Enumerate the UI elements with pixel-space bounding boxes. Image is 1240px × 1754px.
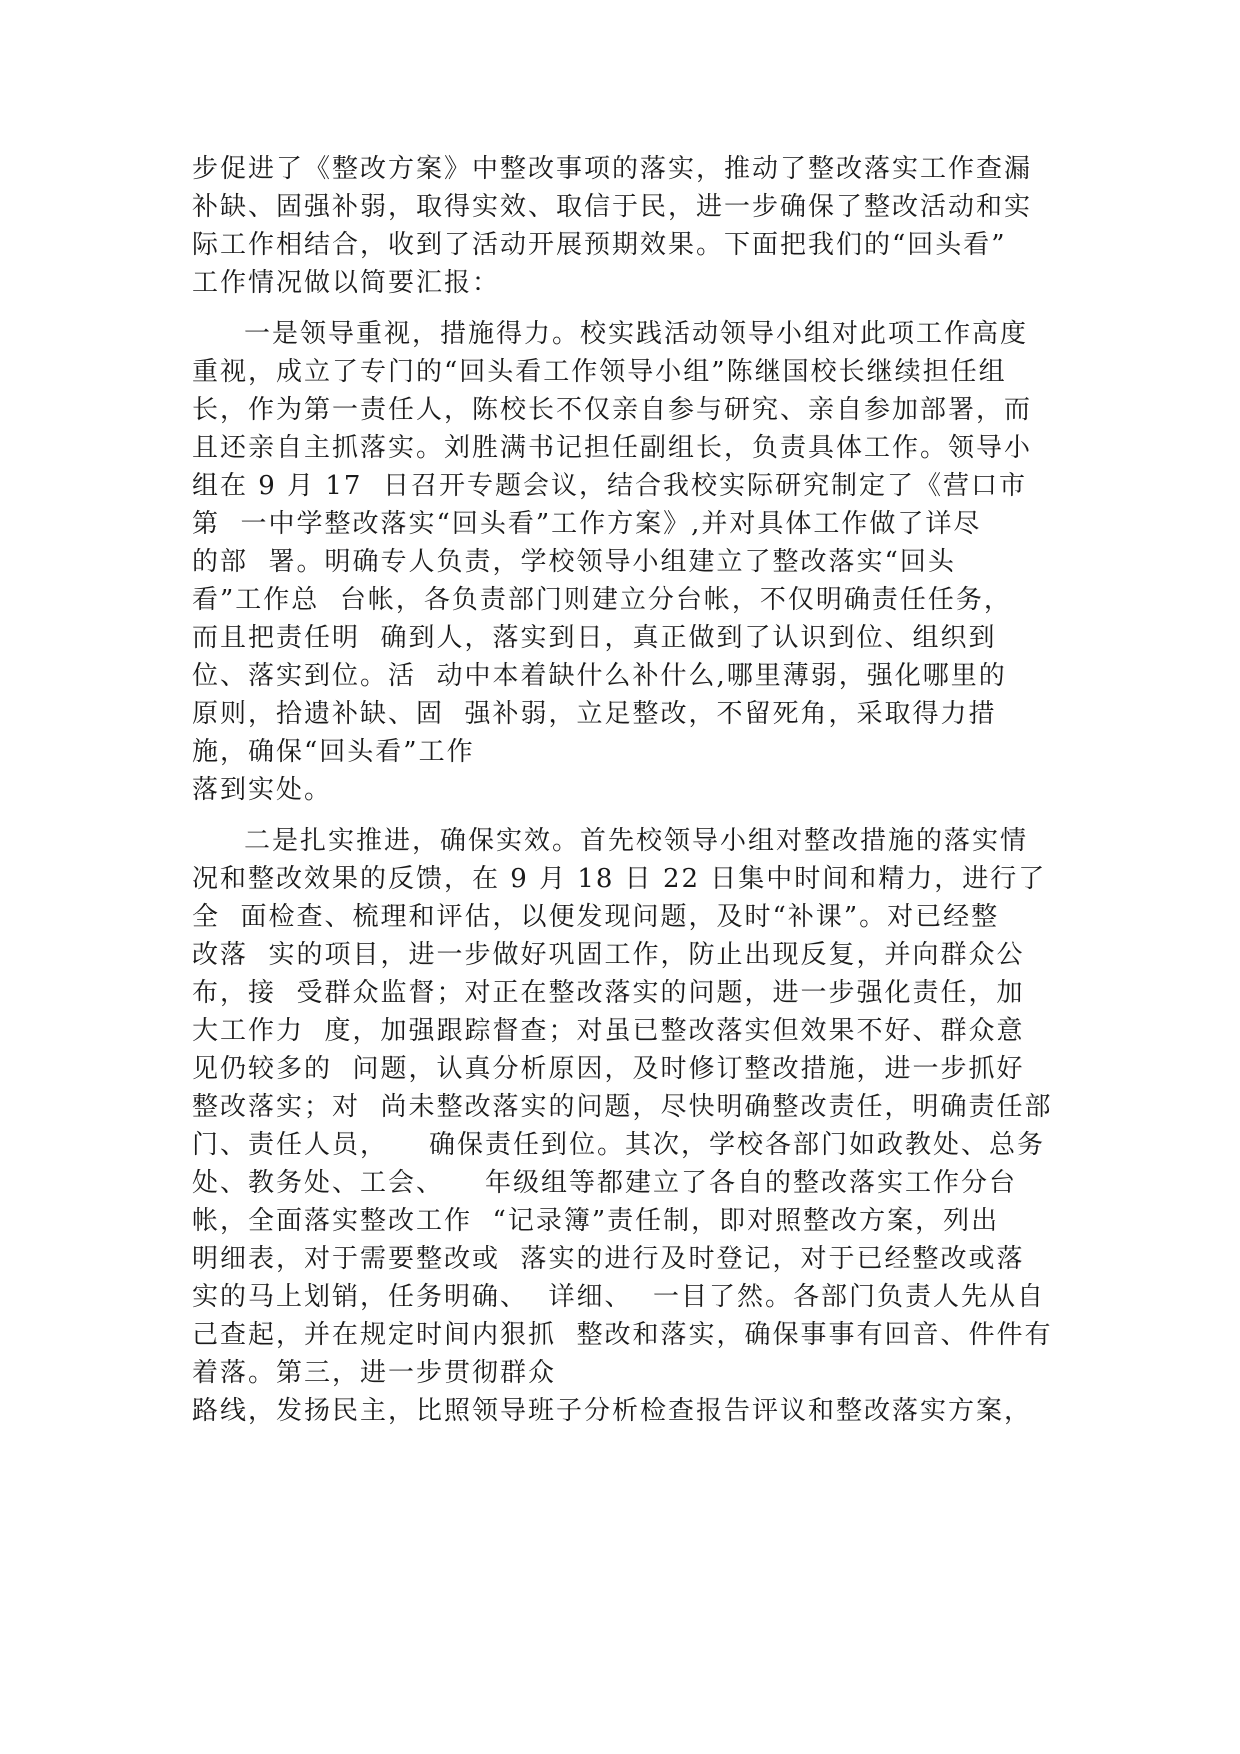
text-line: 际工作相结合，收到了活动开展预期效果。下面把我们的“回头看” [192, 230, 1007, 260]
text-line: 长，作为第一责任人，陈校长不仅亲自参与研究、亲自参加部署，而 [192, 395, 1033, 425]
text-line: 的部 署。明确专人负责，学校领导小组建立了整改落实“回头 [192, 547, 956, 577]
text-line: 重视，成立了专门的“回头看工作领导小组”陈继国校长继续担任组 [192, 357, 1007, 387]
text-line: 第 一中学整改落实“回头看”工作方案》,并对具体工作做了详尽 [192, 509, 982, 539]
text-line: 实的马上划销，任务明确、 详细、 一目了然。各部门负责人先从自 [192, 1282, 1046, 1312]
text-line: 明细表，对于需要整改或 落实的进行及时登记，对于已经整改或落 [192, 1244, 1025, 1274]
text-line: 落到实处。 [192, 775, 333, 805]
text-line: 补缺、固强补弱，取得实效、取信于民，进一步确保了整改活动和实 [192, 192, 1033, 222]
text-line: 大工作力 度，加强跟踪督查；对虽已整改落实但效果不好、群众意 [192, 1016, 1025, 1046]
body-text [192, 150, 1072, 1430]
text-line: 己查起，并在规定时间内狠抓 整改和落实，确保事事有回音、件件有 [192, 1320, 1053, 1350]
paragraph-first-line: 二是扎实推进，确保实效。首先校领导小组对整改措施的落实情 [244, 826, 1029, 856]
paragraph-first-line: 一是领导重视，措施得力。校实践活动领导小组对此项工作高度 [244, 319, 1029, 349]
text-line: 路线，发扬民主，比照领导班子分析检查报告评议和整改落实方案， [192, 1396, 1033, 1426]
text-line: 步促进了《整改方案》中整改事项的落实，推动了整改落实工作查漏 [192, 154, 1033, 184]
text-line: 全 面检查、梳理和评估，以便发现问题，及时“补课”。对已经整 [192, 902, 1000, 932]
text-line: 而且把责任明 确到人，落实到日，真正做到了认识到位、组织到 [192, 623, 997, 653]
text-line: 见仍较多的 问题，认真分析原因，及时修订整改措施，进一步抓好 [192, 1054, 1025, 1084]
text-line: 改落 实的项目，进一步做好巩固工作，防止出现反复，并向群众公 [192, 940, 1025, 970]
text-line: 且还亲自主抓落实。刘胜满书记担任副组长，负责具体工作。领导小 [192, 433, 1033, 463]
text-line: 处、教务处、工会、 年级组等都建立了各自的整改落实工作分台 [192, 1168, 1018, 1198]
text-line: 况和整改效果的反馈，在 9 月 18 日 22 日集中时间和精力，进行了 [192, 864, 1047, 894]
text-line: 原则，拾遗补缺、固 强补弱，立足整改，不留死角，采取得力措 [192, 699, 997, 729]
text-line: 工作情况做以简要汇报： [192, 268, 501, 298]
text-line: 着落。第三，进一步贯彻群众 [192, 1358, 557, 1388]
text-line: 看”工作总 台帐，各负责部门则建立分台帐，不仅明确责任任务， [192, 585, 1012, 615]
text-line: 整改落实；对 尚未整改落实的问题，尽快明确整改责任，明确责任部 [192, 1092, 1053, 1122]
text-line: 位、落实到位。活 动中本着缺什么补什么,哪里薄弱，强化哪里的 [192, 661, 1007, 691]
text-line: 门、责任人员， 确保责任到位。其次，学校各部门如政教处、总务 [192, 1130, 1046, 1160]
text-line: 组在 9 月 17 日召开专题会议，结合我校实际研究制定了《营口市 [192, 471, 1027, 501]
text-line: 施，确保“回头看”工作 [192, 737, 475, 767]
text-line: 布，接 受群众监督；对正在整改落实的问题，进一步强化责任，加 [192, 978, 1025, 1008]
text-line: 帐，全面落实整改工作 “记录簿”责任制，即对照整改方案，列出 [192, 1206, 1000, 1236]
